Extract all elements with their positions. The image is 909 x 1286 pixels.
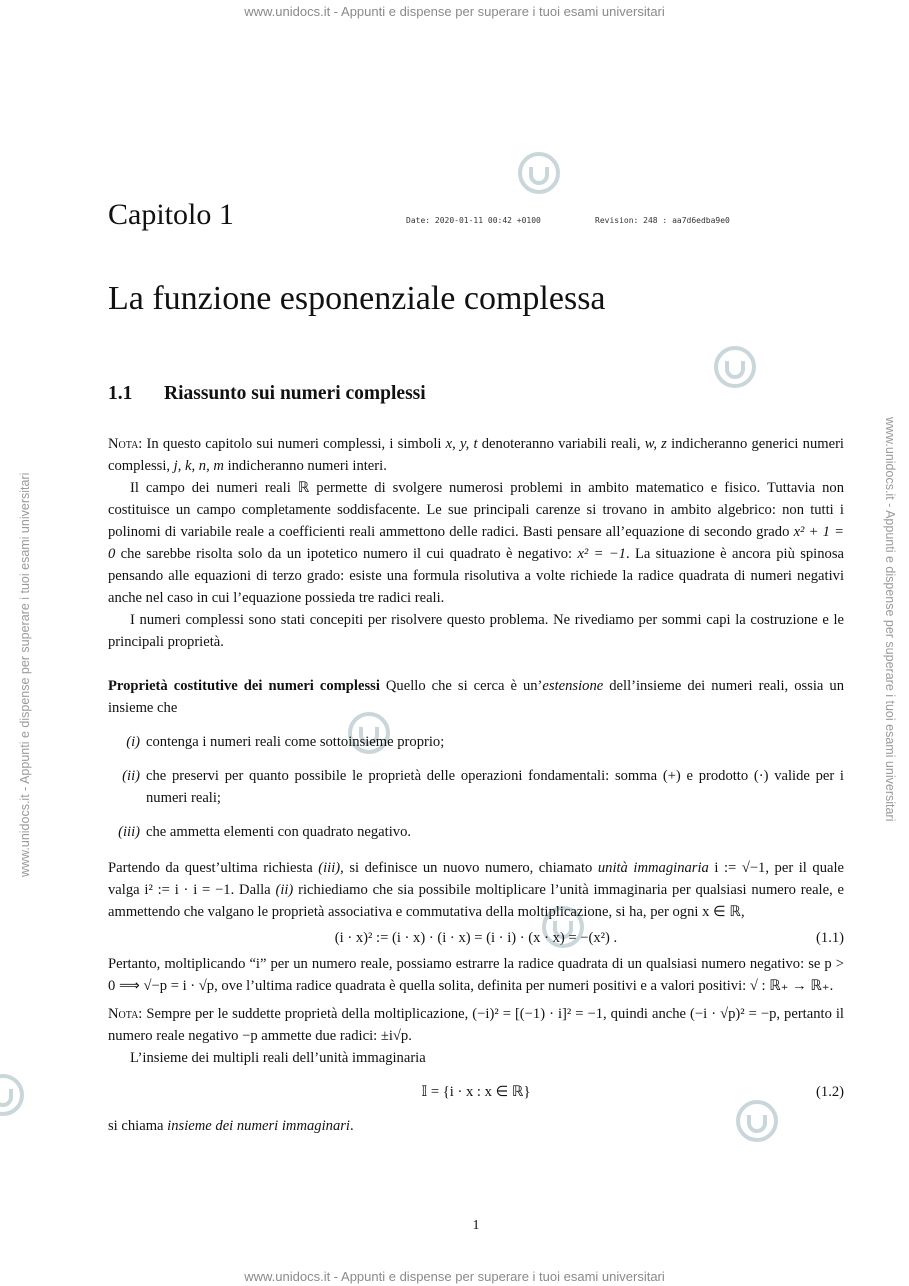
equation-text: 𝕀 = {i · x : x ∈ ℝ} (421, 1084, 531, 1100)
equation-number: (1.1) (816, 930, 844, 946)
unidocs-logo-icon (712, 344, 758, 390)
text-run: indicheranno numeri interi. (223, 458, 387, 474)
watermark-footer: www.unidocs.it - Appunti e dispense per superare i tuoi esami universitari (244, 1269, 665, 1284)
emphasis: insieme dei numeri immaginari (167, 1118, 350, 1134)
nota-label: Nota: (108, 1006, 143, 1022)
chapter-revision: Revision: 248 : aa7d6edba9e0 (595, 216, 730, 225)
watermark-side-right: www.unidocs.it - Appunti e dispense per superare i tuoi esami universitari (883, 417, 897, 822)
list-item-text: che ammetta elementi con quadrato negativo. (146, 824, 412, 840)
list-item-label: (i) (126, 734, 140, 750)
text-run: si chiama (108, 1118, 168, 1134)
watermark-header: www.unidocs.it - Appunti e dispense per superare i tuoi esami universitari (244, 4, 665, 19)
chapter-header (108, 198, 844, 238)
watermark-side-left: www.unidocs.it - Appunti e dispense per superare i tuoi esami universitari (18, 472, 32, 877)
nota-paragraph (108, 1003, 844, 1047)
paragraph-heading: Proprietà costitutive dei numeri complessi (108, 678, 380, 694)
text-run: denoteranno variabili reali, (477, 436, 645, 452)
equation-number: (1.2) (816, 1084, 844, 1100)
text-run: indicheranno generici numeri complessi, (108, 436, 844, 474)
spacer (108, 653, 844, 675)
chapter-title: La funzione esponenziale complessa (108, 280, 606, 317)
text-run: Sempre per le suddette proprietà della moltiplicazione, (−i)² = [(−1) · i]² = −1, quindi anche (−i · √p)² = −p, pertanto il numero reale negativo −p ammette due radici: ±i√p. (108, 1006, 844, 1044)
paragraph: L’insieme dei multipli reali dell’unità immaginaria (130, 1050, 426, 1066)
text-run: dell’insieme dei numeri reali, ossia un insieme che (108, 678, 845, 716)
text-run: i := √−1, per il quale valga i² := i · i = −1. Dalla (108, 860, 845, 898)
equation-text: (i · x)² := (i · x) · (i · x) = (i · i) · (x · x) = −(x²) . (334, 930, 618, 946)
list-item-text: contenga i numeri reali come sottoinsieme proprio; (146, 734, 445, 750)
text-run: . La situazione è ancora più spinosa pensando alle equazioni di terzo grado: esiste una formula risolutiva a volte richiede la radice quadrata di numeri negativi anche nel caso in cui l’equazione possieda tre radici reali. (108, 546, 844, 606)
list-item-label: (iii) (118, 824, 140, 840)
paragraph: I numeri complessi sono stati concepiti per risolvere questo problema. Ne rivediamo per sommi capi la costruzione e le principali proprietà. (108, 612, 844, 650)
section-number: 1.1 (108, 383, 133, 404)
unidocs-logo-icon (0, 1072, 26, 1118)
text-run: , si definisce un nuovo numero, chiamato (340, 860, 598, 876)
section-title: Riassunto sui numeri complessi (164, 383, 426, 404)
reference: (ii) (275, 882, 294, 898)
text-run: richiediamo che sia possibile moltiplicare l’unità immaginaria per qualsiasi numero reale, e ammettendo che valgano le proprietà associativa e commutativa della moltiplicazione, si ha, per ogni x ∈ ℝ, (108, 882, 844, 920)
text-run: Quello che si cerca è un’ (379, 678, 543, 694)
text-run: Il campo dei numeri reali ℝ permette di svolgere numerosi problemi in ambito matematico e fisico. Tuttavia non costituisce un campo completamente soddisfacente. Le sue principali carenze si trovano in ambito algebrico: non tutti i polinomi di variabile reale a coefficienti reali ammettono delle radici. Basti pensare all’equazione di secondo grado (108, 480, 844, 540)
page-number: 1 (472, 1218, 480, 1233)
list-item (108, 821, 844, 843)
chapter-date: Date: 2020-01-11 00:42 +0100 (406, 216, 541, 225)
chapter-label: Capitolo 1 (108, 198, 234, 231)
nota-label: Nota: (108, 436, 143, 452)
reference: (iii) (318, 860, 341, 876)
paragraph (108, 857, 844, 923)
text-run: che sarebbe risolta solo da un ipotetico numero il cui quadrato è negativo: (115, 546, 578, 562)
equation-1-1 (108, 927, 844, 949)
list-item-label: (ii) (122, 768, 140, 784)
text-run: . (349, 1118, 354, 1134)
math-run: x, y, t (445, 436, 478, 452)
math-run: j, k, n, m (173, 458, 224, 474)
body-text (108, 433, 844, 1137)
unidocs-logo-icon (516, 150, 562, 196)
math-run: w, z (644, 436, 667, 452)
math-run: x² + 1 = 0 (108, 524, 845, 562)
paragraph: Pertanto, moltiplicando “i” per un numero reale, possiamo estrarre la radice quadrata di un qualsiasi numero negativo: se p > 0 ⟹ √−p = i · √p, ove l’ultima radice quadrata è quella solita, definita per numeri positivi e a valori positivi: √ : ℝ₊ → ℝ₊. (108, 956, 844, 994)
emphasis: unità immaginaria (597, 860, 709, 876)
equation-1-2 (108, 1081, 844, 1103)
text-run: Partendo da quest’ultima richiesta (108, 860, 319, 876)
paragraph-heading-block (108, 675, 844, 719)
list-item (108, 731, 844, 753)
list-item-text: che preservi per quanto possibile le proprietà delle operazioni fondamentali: somma (+) e prodotto (·) valide per i numeri reali; (146, 768, 844, 806)
text-run: In questo capitolo sui numeri complessi, i simboli (142, 436, 446, 452)
paragraph (108, 477, 844, 609)
nota-paragraph (108, 433, 844, 477)
math-run: x² = −1 (577, 546, 626, 562)
paragraph (108, 1115, 844, 1137)
emphasis: estensione (542, 678, 604, 694)
list-item (108, 765, 844, 809)
section-heading (108, 383, 426, 405)
